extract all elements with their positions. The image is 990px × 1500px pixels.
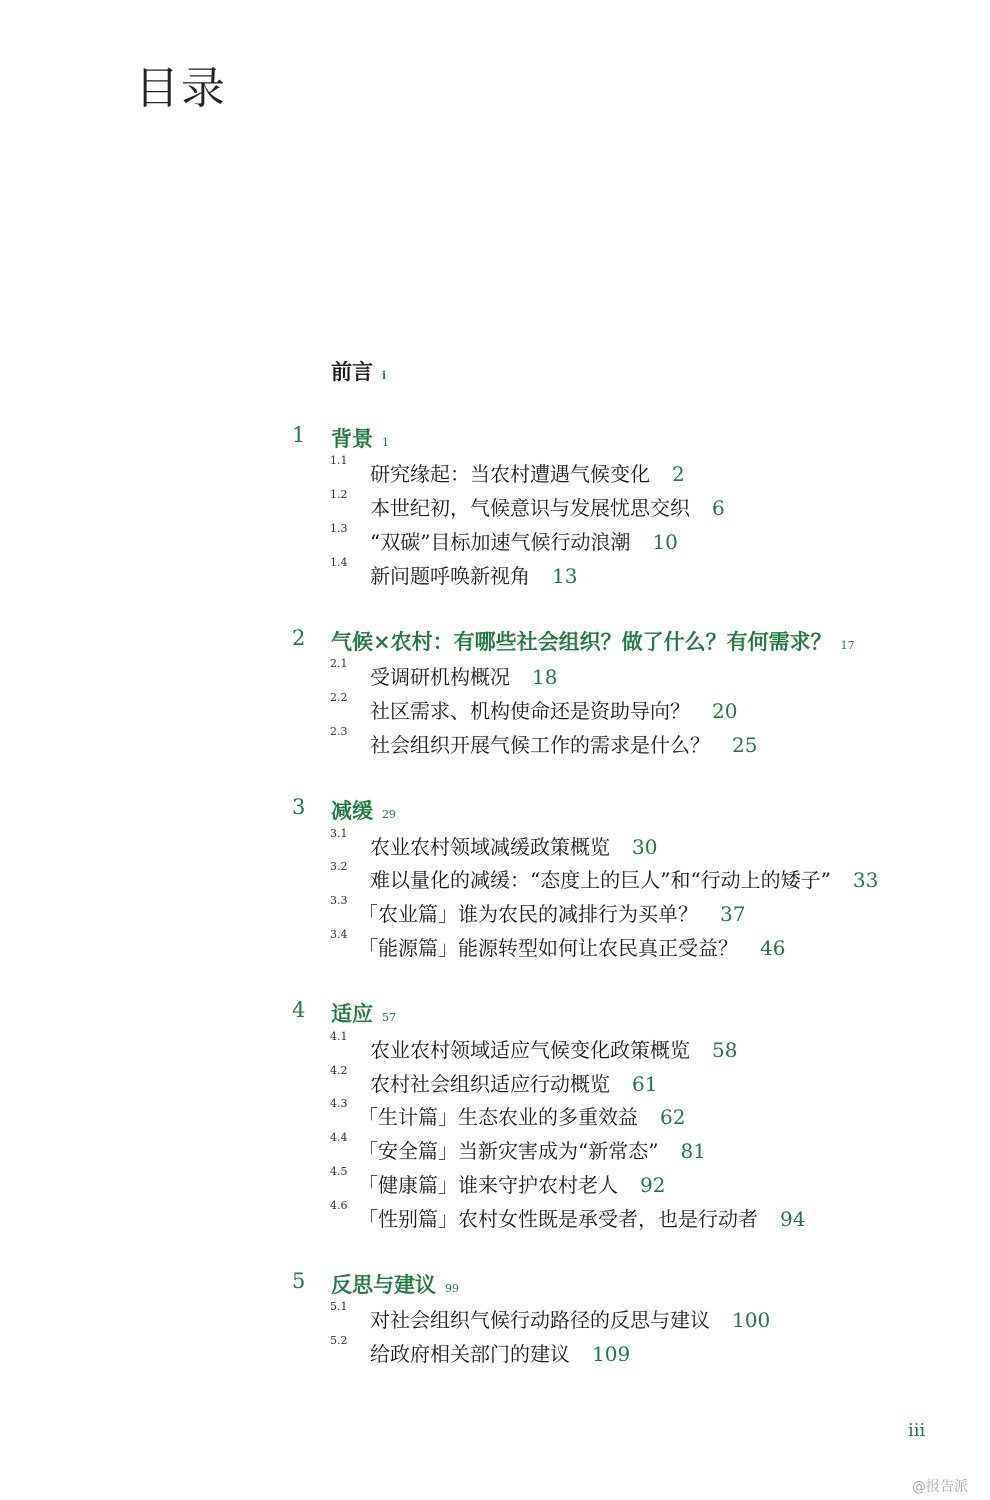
section-page: 100 [732,1308,771,1332]
section-title: 社会组织开展气候工作的需求是什么？ 25 [370,733,758,757]
section-number: 1.3 [330,522,348,535]
chapter-number: 4 [292,998,306,1022]
section-number: 1.1 [330,454,348,467]
section-number: 4.2 [330,1064,348,1077]
section-number: 4.6 [330,1199,348,1212]
chapter-number: 5 [292,1269,306,1293]
toc-section-5-1[interactable] [0,1298,990,1332]
section-title: 难以量化的减缓：“态度上的巨人”和“行动上的矮子” 33 [370,868,879,892]
section-number: 4.3 [330,1097,348,1110]
chapter-title: 反思与建议 99 [331,1272,459,1297]
toc-section-4-3[interactable] [0,1095,990,1129]
section-page: 25 [732,733,758,757]
chapter-number: 2 [292,626,306,650]
toc-section-3-3[interactable] [0,892,990,926]
page-number: iii [908,1420,926,1441]
toc-section-4-6[interactable] [0,1197,990,1231]
watermark: @报告派 [912,1479,968,1495]
toc-section-1-3[interactable] [0,520,990,554]
toc-chapter-2[interactable] [0,622,990,656]
section-title: 「安全篇」当新灾害成为“新常态” 81 [358,1139,706,1163]
section-number: 3.3 [330,894,348,907]
toc-section-1-1[interactable] [0,452,990,486]
toc-section-2-2[interactable] [0,689,990,723]
section-title: 农村社会组织适应行动概览 61 [370,1072,658,1096]
toc-chapter-3[interactable] [0,791,990,825]
preface-title: 前言 i [331,359,387,384]
section-number: 4.1 [330,1030,348,1043]
section-page: 18 [532,665,558,689]
toc-section-5-2[interactable] [0,1332,990,1366]
section-title: 给政府相关部门的建议 109 [370,1342,631,1366]
section-page: 81 [680,1139,706,1163]
section-number: 3.4 [330,928,348,941]
page-title: 目录 [135,63,227,114]
chapter-page: 1 [382,436,389,449]
toc-section-1-4[interactable] [0,554,990,588]
toc-section-1-2[interactable] [0,486,990,520]
chapter-title: 适应 57 [331,1001,396,1026]
section-title: 「健康篇」谁来守护农村老人 92 [358,1173,666,1197]
section-title: 「生计篇」生态农业的多重效益 62 [358,1105,686,1129]
chapter-number: 1 [292,423,306,447]
section-page: 13 [552,564,578,588]
section-title: 对社会组织气候行动路径的反思与建议 100 [370,1308,771,1332]
section-page: 20 [712,699,738,723]
preface-page: i [382,369,387,382]
toc-section-4-5[interactable] [0,1163,990,1197]
toc-chapter-1[interactable] [0,419,990,453]
section-number: 5.1 [330,1300,348,1313]
chapter-page: 57 [382,1011,396,1024]
section-title: 「性别篇」农村女性既是承受者，也是行动者 94 [358,1207,806,1231]
section-number: 1.4 [330,556,348,569]
toc-section-2-3[interactable] [0,723,990,757]
section-title: “双碳”目标加速气候行动浪潮 10 [370,530,678,554]
section-page: 62 [660,1105,686,1129]
section-title: 社区需求、机构使命还是资助导向？ 20 [370,699,738,723]
section-page: 92 [640,1173,666,1197]
section-page: 94 [780,1207,806,1231]
chapter-page: 29 [382,808,396,821]
chapter-page: 17 [840,639,855,652]
section-page: 58 [712,1038,738,1062]
section-page: 30 [632,835,658,859]
toc-section-4-4[interactable] [0,1129,990,1163]
section-page: 10 [652,530,678,554]
section-page: 37 [720,902,746,926]
chapter-page: 99 [445,1282,459,1295]
chapter-title: 减缓 29 [331,798,396,823]
section-page: 46 [760,936,786,960]
toc-section-2-1[interactable] [0,655,990,689]
section-title: 「能源篇」能源转型如何让农民真正受益？ 46 [358,936,786,960]
section-number: 1.2 [330,488,348,501]
section-number: 2.2 [330,691,348,704]
section-title: 研究缘起：当农村遭遇气候变化 2 [370,462,685,486]
toc-section-3-4[interactable] [0,926,990,960]
section-number: 5.2 [330,1334,348,1347]
section-number: 3.2 [330,860,348,873]
chapter-title: 气候×农村：有哪些社会组织？做了什么？有何需求？ 17 [331,629,855,654]
section-number: 2.3 [330,725,348,738]
section-title: 新问题呼唤新视角 13 [370,564,578,588]
section-page: 6 [712,496,725,520]
section-number: 3.1 [330,827,348,840]
section-title: 本世纪初，气候意识与发展忧思交织 6 [370,496,725,520]
toc-section-4-2[interactable] [0,1062,990,1096]
toc-chapter-4[interactable] [0,994,990,1028]
toc-section-4-1[interactable] [0,1028,990,1062]
section-page: 109 [592,1342,631,1366]
section-page: 61 [632,1072,658,1096]
section-page: 33 [852,868,879,892]
section-title: 受调研机构概况 18 [370,665,558,689]
section-title: 农业农村领域适应气候变化政策概览 58 [370,1038,738,1062]
toc-section-3-2[interactable] [0,858,990,892]
section-title: 农业农村领域减缓政策概览 30 [370,835,658,859]
toc-chapter-5[interactable] [0,1265,990,1299]
section-number: 4.4 [330,1131,348,1144]
section-page: 2 [672,462,685,486]
chapter-number: 3 [292,795,306,819]
chapter-title: 背景 1 [331,426,389,451]
section-number: 2.1 [330,657,348,670]
toc-section-3-1[interactable] [0,825,990,859]
section-number: 4.5 [330,1165,348,1178]
toc-entry-preface[interactable] [0,352,990,386]
section-title: 「农业篇」谁为农民的减排行为买单？ 37 [358,902,746,926]
